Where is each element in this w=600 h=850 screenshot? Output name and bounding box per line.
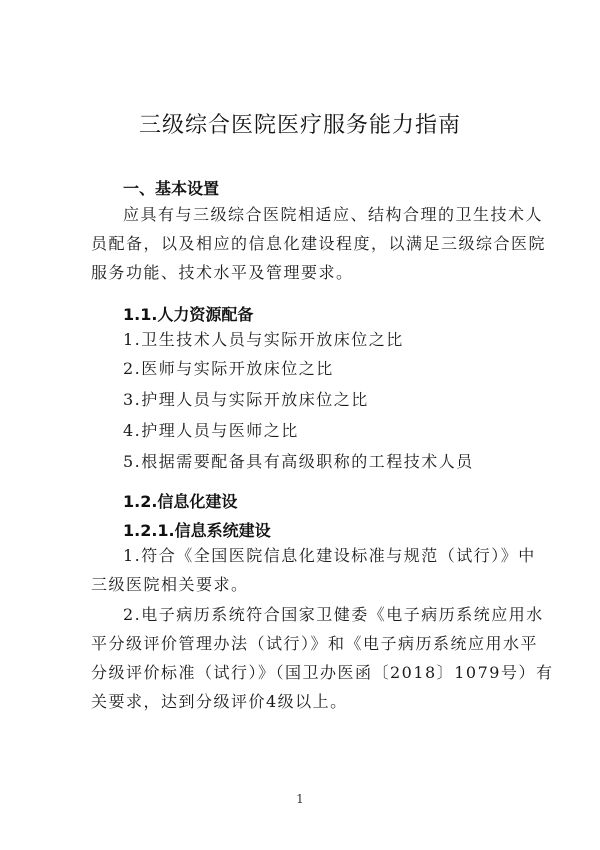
paragraph-line: 服务功能、技术水平及管理要求。 xyxy=(91,263,354,282)
paragraph-line: 分级评价标准（试行）》（国卫办医函〔2018〕1079号）有 xyxy=(91,663,554,682)
paragraph-line: 1.符合《全国医院信息化建设标准与规范（试行）》中 xyxy=(123,546,536,565)
list-item: 4.护理人员与医师之比 xyxy=(123,421,299,440)
paragraph-line: 三级医院相关要求。 xyxy=(91,575,249,594)
paragraph-line: 2.电子病历系统符合国家卫健委《电子病历系统应用水 xyxy=(123,605,544,624)
paragraph-line: 平分级评价管理办法（试行）》和《电子病历系统应用水平 xyxy=(91,634,539,653)
document-title: 三级综合医院医疗服务能力指南 xyxy=(138,113,461,138)
list-item: 5.根据需要配备具有高级职称的工程技术人员 xyxy=(123,452,474,471)
subsection-heading-hr: 1.1.人力资源配备 xyxy=(123,305,254,324)
section-heading-basic-setup: 一、基本设置 xyxy=(123,179,220,198)
list-item: 3.护理人员与实际开放床位之比 xyxy=(123,390,369,409)
list-item: 2.医师与实际开放床位之比 xyxy=(123,359,334,378)
paragraph-line: 关要求，达到分级评价4级以上。 xyxy=(91,692,348,711)
list-item: 1.卫生技术人员与实际开放床位之比 xyxy=(123,330,404,349)
subsection-heading-info-system: 1.2.1.信息系统建设 xyxy=(123,521,271,540)
paragraph-line: 员配备，以及相应的信息化建设程度，以满足三级综合医院 xyxy=(91,234,547,253)
subsection-heading-it: 1.2.信息化建设 xyxy=(123,492,238,511)
page-number: 1 xyxy=(296,792,304,806)
paragraph-line: 应具有与三级综合医院相适应、结构合理的卫生技术人 xyxy=(123,205,544,224)
